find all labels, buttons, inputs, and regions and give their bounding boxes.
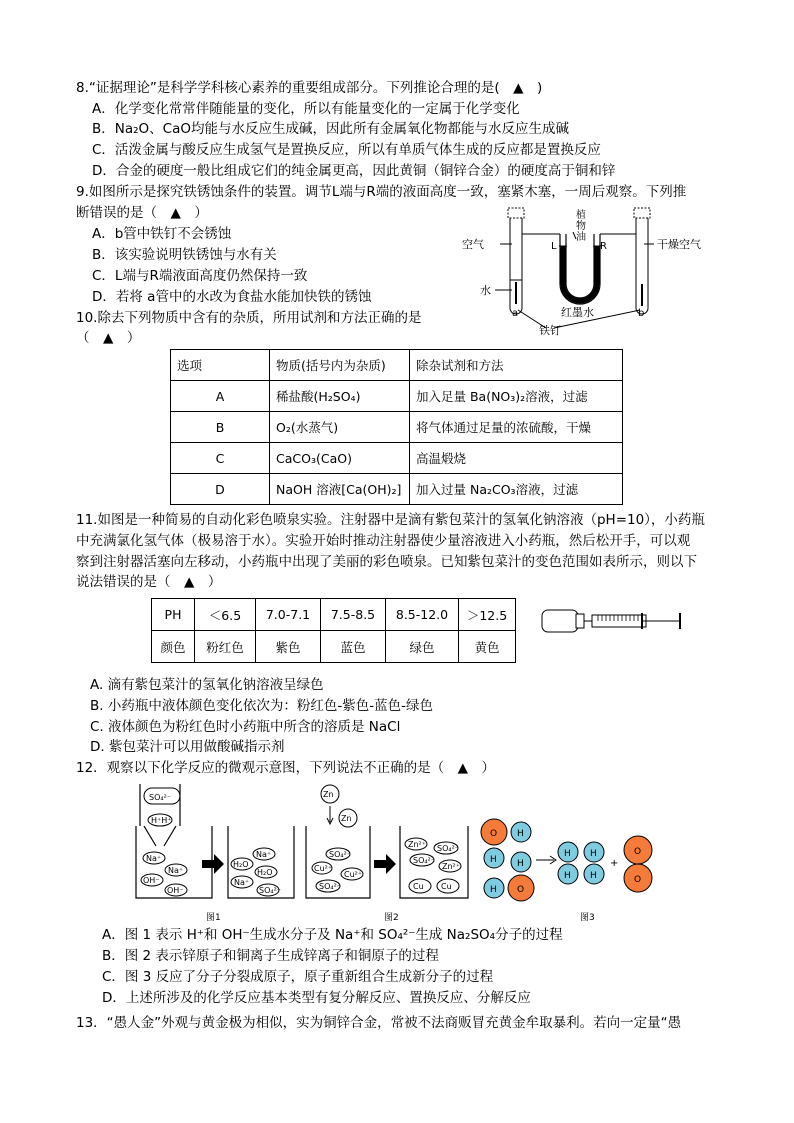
table-cell: 蓝色 — [321, 631, 386, 663]
ph-color-table — [151, 598, 516, 663]
figure1-beaker1 — [136, 784, 212, 898]
svg-text:H: H — [490, 855, 497, 865]
q10-stem-line1: 10.除去下列物质中含有的杂质，所用试剂和方法正确的是 — [76, 310, 422, 326]
svg-text:H⁺H⁺: H⁺H⁺ — [151, 816, 172, 825]
q8-option-b: B．Na₂O、CaO均能与水反应生成碱，因此所有金属氧化物都能与水反应生成碱 — [92, 121, 569, 137]
table-cell: PH — [152, 599, 195, 631]
svg-text:H₂O: H₂O — [233, 860, 249, 869]
q9-stem-line1: 9.如图所示是探究铁锈蚀条件的装置。调节L端与R端的液面高度一致，塞紧木塞，一周后观察。下列推 — [76, 184, 687, 200]
q12-option-d: D．上述所涉及的化学反应基本类型有复分解反应、置换反应、分解反应 — [102, 990, 531, 1006]
svg-text:油: 油 — [576, 232, 586, 243]
svg-text:Cu²⁺: Cu²⁺ — [314, 864, 333, 873]
q11-option-c: C. 液体颜色为粉红色时小药瓶中所含的溶质是 NaCl — [90, 719, 401, 735]
stopper-right-icon — [634, 208, 650, 218]
table-cell: 黄色 — [459, 631, 516, 663]
svg-text:O: O — [634, 847, 642, 857]
svg-text:OH⁻: OH⁻ — [143, 876, 160, 885]
q12-option-c: C．图 3 反应了分子分裂成原子，原子重新组合生成新分子的过程 — [102, 969, 494, 985]
q12-stem: 12．观察以下化学反应的微观示意图，下列说法不正确的是（ ▲ ） — [76, 760, 496, 776]
fig3-caption: 图3 — [580, 913, 595, 923]
svg-text:O: O — [634, 875, 642, 885]
svg-text:SO₄²⁻: SO₄²⁻ — [259, 886, 282, 895]
table-cell: B — [171, 412, 270, 443]
rust-apparatus-figure — [460, 204, 720, 336]
vial-icon — [542, 610, 578, 632]
q8-stem: 8.“证据理论”是科学学科核心素养的重要组成部分。下列推论合理的是( ▲ ) — [76, 80, 543, 96]
fig2-caption: 图2 — [384, 913, 399, 923]
svg-text:Zn²⁺: Zn²⁺ — [442, 862, 460, 871]
q9-stem-line2: 断错误的是（ ▲ ） — [76, 205, 208, 221]
label-nail: 铁钉 — [539, 324, 561, 336]
svg-text:H: H — [564, 849, 571, 859]
svg-text:Cu: Cu — [413, 882, 424, 891]
table-row — [171, 381, 623, 412]
label-oil: 植 — [576, 210, 586, 221]
table-cell: 将气体通过足量的浓硫酸，干燥 — [410, 412, 623, 443]
table-row — [152, 599, 516, 631]
table-cell: C — [171, 443, 270, 474]
q8-option-d: D．合金的硬度一般比组成它们的纯金属更高，因此黄铜（铜锌合金）的硬度高于铜和锌 — [92, 163, 616, 179]
q11-stem-line4: 说法错误的是（ ▲ ） — [76, 574, 222, 590]
q11-stem-line1: 11.如图是一种简易的自动化彩色喷泉实验。注射器中是滴有紫包菜汁的氢氧化钠溶液（pH=10），小药瓶 — [76, 512, 705, 528]
svg-text:O: O — [517, 885, 525, 895]
table-header: 物质(括号内为杂质) — [270, 350, 410, 381]
syringe-vial-figure — [540, 604, 690, 638]
stopper-left-icon — [508, 208, 524, 218]
svg-text:Zn: Zn — [323, 790, 334, 799]
table-row — [171, 412, 623, 443]
table-row — [152, 631, 516, 663]
q12-option-a: A．图 1 表示 H⁺和 OH⁻生成水分子及 Na⁺和 SO₄²⁻生成 Na₂SO₄分子的过程 — [102, 927, 563, 943]
svg-text:Cu: Cu — [441, 882, 452, 891]
q11-option-b: B. 小药瓶中液体颜色变化依次为：粉红色-紫色-蓝色-绿色 — [90, 698, 433, 714]
q9-option-d: D．若将 a管中的水改为食盐水能加快铁的锈蚀 — [92, 289, 372, 305]
figure2-beaker2 — [400, 826, 468, 898]
svg-text:H: H — [590, 849, 597, 859]
svg-text:Zn: Zn — [341, 814, 352, 823]
red-ink-icon — [563, 246, 597, 301]
figure3-molecules — [481, 819, 652, 901]
svg-text:Na⁺: Na⁺ — [146, 854, 162, 863]
svg-text:Na⁺: Na⁺ — [234, 878, 250, 887]
table-cell: 加入足量 Ba(NO₃)₂溶液，过滤 — [410, 381, 623, 412]
fig1-caption: 图1 — [206, 913, 221, 923]
svg-text:H: H — [590, 871, 597, 881]
table-row — [171, 443, 623, 474]
table-cell: CaCO₃(CaO) — [270, 443, 410, 474]
svg-text:SO₄²⁻: SO₄²⁻ — [437, 844, 460, 853]
label-a: a — [512, 308, 519, 319]
q9-option-b: B．该实验说明铁锈蚀与水有关 — [92, 247, 277, 263]
svg-text:H: H — [517, 829, 524, 839]
table-cell: 7.5-8.5 — [321, 599, 386, 631]
label-b: b — [638, 308, 645, 319]
table-cell: NaOH 溶液[Ca(OH)₂] — [270, 474, 410, 505]
svg-text:H: H — [564, 871, 571, 881]
label-L: L — [551, 241, 557, 252]
table-cell: ＞12.5 — [459, 599, 516, 631]
svg-text:H: H — [517, 859, 524, 869]
q10-stem-line2: （ ▲ ） — [76, 330, 141, 346]
table-cell: ＜6.5 — [195, 599, 256, 631]
arrow-right-icon — [202, 854, 224, 874]
table-row — [171, 474, 623, 505]
svg-text:SO₄²⁻: SO₄²⁻ — [329, 850, 352, 859]
table-header-row — [171, 350, 623, 381]
svg-text:OH⁻: OH⁻ — [167, 886, 184, 895]
q8-option-c: C．活泼金属与酸反应生成氢气是置换反应，所以有单质气体生成的反应都是置换反应 — [92, 142, 601, 158]
q9-option-a: A．b管中铁钉不会锈蚀 — [92, 226, 232, 242]
table-cell: 高温煅烧 — [410, 443, 623, 474]
table-cell: 颜色 — [152, 631, 195, 663]
table-cell: 粉红色 — [195, 631, 256, 663]
q9-option-c: C．L端与R端液面高度仍然保持一致 — [92, 268, 308, 284]
q12-option-b: B．图 2 表示锌原子和铜离子生成锌离子和铜原子的过程 — [102, 948, 439, 964]
table-cell: 紫色 — [256, 631, 321, 663]
svg-text:O: O — [490, 829, 498, 839]
q13-stem: 13．“愚人金”外观与黄金极为相似，实为铜锌合金，常被不法商贩冒充黄金牟取暴利。若向一定量“愚 — [76, 1015, 682, 1031]
figure2-beaker1 — [306, 785, 370, 898]
q11-stem-line3: 察到注射器活塞向左移动，小药瓶中出现了美丽的彩色喷泉。已知紫包菜汁的变色范围如表所示，则以下 — [76, 554, 697, 570]
svg-text:Na⁺: Na⁺ — [168, 866, 184, 875]
label-red-ink: 红墨水 — [561, 306, 594, 319]
label-dry-air: 干燥空气 — [657, 238, 701, 251]
table-cell: 8.5-12.0 — [386, 599, 459, 631]
q11-option-d: D. 紫包菜汁可以用做酸碱指示剂 — [90, 739, 285, 755]
table-header: 选项 — [171, 350, 270, 381]
table-cell: D — [171, 474, 270, 505]
table-header: 除杂试剂和方法 — [410, 350, 623, 381]
label-water: 水 — [480, 284, 491, 297]
arrow-right-icon — [374, 854, 396, 874]
table-cell: 绿色 — [386, 631, 459, 663]
table-cell: O₂(水蒸气) — [270, 412, 410, 443]
svg-text:H: H — [490, 885, 497, 895]
svg-text:Zn²⁺: Zn²⁺ — [408, 840, 426, 849]
q10-table — [170, 349, 623, 505]
svg-text:+: + — [610, 858, 619, 869]
svg-text:SO₄²⁻: SO₄²⁻ — [413, 856, 436, 865]
table-cell: 稀盐酸(H₂SO₄) — [270, 381, 410, 412]
svg-text:H₂O: H₂O — [257, 868, 273, 877]
svg-text:SO₄²⁻: SO₄²⁻ — [319, 882, 342, 891]
label-R: R — [600, 241, 607, 252]
label-air: 空气 — [462, 238, 484, 251]
svg-text:Cu²⁺: Cu²⁺ — [344, 870, 363, 879]
q8-option-a: A．化学变化常常伴随能量的变化，所以有能量变化的一定属于化学变化 — [92, 101, 520, 117]
table-cell: A — [171, 381, 270, 412]
q11-option-a: A. 滴有紫包菜汁的氢氧化钠溶液呈绿色 — [90, 677, 324, 693]
table-cell: 加入过量 Na₂CO₃溶液，过滤 — [410, 474, 623, 505]
micro-reaction-figure — [130, 782, 670, 928]
svg-text:物: 物 — [576, 221, 586, 232]
svg-text:SO₄²⁻: SO₄²⁻ — [149, 793, 172, 802]
table-cell: 7.0-7.1 — [256, 599, 321, 631]
svg-text:Na⁺: Na⁺ — [256, 850, 272, 859]
q11-stem-line2: 中充满氯化氢气体（极易溶于水）。实验开始时推动注射器使少量溶液进入小药瓶，然后松开手，可以观 — [76, 533, 691, 549]
figure1-beaker2 — [228, 826, 294, 898]
